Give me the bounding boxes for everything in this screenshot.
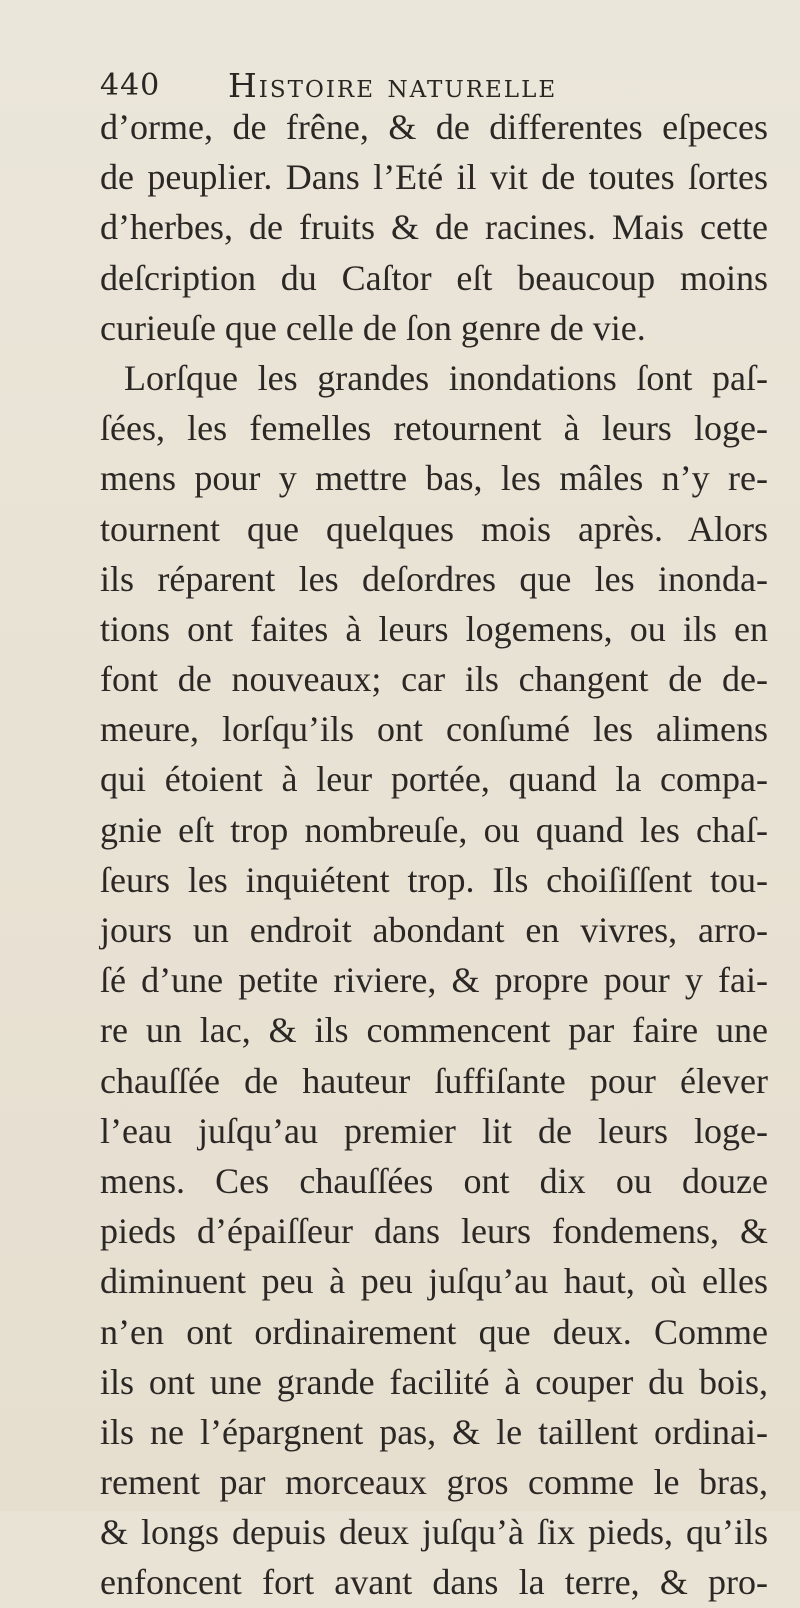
text-line: re un lac, & ils commencent par faire une <box>100 1010 768 1051</box>
text-line: pieds d’épaiſſeur dans leurs fondemens, & <box>100 1211 768 1252</box>
text-line: ſées, les femelles retournent à leurs loge- <box>100 408 768 449</box>
text-line: ils réparent les deſordres que les inonda- <box>100 558 768 599</box>
text-line: ils ont une grande facilité à couper du bois, <box>100 1361 768 1402</box>
text-line: enfoncent fort avant dans la terre, & pro- <box>100 1562 768 1603</box>
text-line: font de nouveaux; car ils changent de de- <box>100 659 768 700</box>
page-header <box>100 60 760 108</box>
text-line: jours un endroit abondant en vivres, arro- <box>100 910 768 950</box>
text-line: diminuent peu à peu juſqu’au haut, où elles <box>100 1261 768 1302</box>
body-text <box>100 102 768 1608</box>
running-title: Histoire naturelle <box>228 66 558 105</box>
text-line: ſé d’une petite riviere, & propre pour y fai- <box>100 960 768 1001</box>
text-line: ils ne l’épargnent pas, & le taillent ordinai- <box>100 1411 768 1452</box>
text-line: ſeurs les inquiétent trop. Ils choiſiſſent tou- <box>100 859 768 900</box>
text-line: qui étoient à leur portée, quand la compa- <box>100 759 768 800</box>
text-line: curieuſe que celle de ſon genre de vie. <box>100 307 646 348</box>
text-line: chauſſée de hauteur ſuffiſante pour élever <box>100 1060 768 1101</box>
text-line: rement par morceaux gros comme le bras, <box>100 1462 768 1503</box>
text-line: d’orme, de frêne, & de differentes eſpeces <box>100 107 768 147</box>
text-line: tions ont faites à leurs logemens, ou ils en <box>100 608 768 649</box>
text-line: meure, lorſqu’ils ont conſumé les alimens <box>100 709 768 750</box>
text-line: gnie eſt trop nombreuſe, ou quand les chaſ- <box>100 809 768 850</box>
text-line: d’herbes, de fruits & de racines. Mais cette <box>100 207 768 248</box>
text-line: de peuplier. Dans l’Eté il vit de toutes ſortes <box>100 157 768 198</box>
text-line: Lorſque les grandes inondations ſont paſ- <box>124 357 768 398</box>
text-line: n’en ont ordinairement que deux. Comme <box>100 1311 768 1352</box>
text-line: l’eau juſqu’au premier lit de leurs loge- <box>100 1110 768 1151</box>
text-line: & longs depuis deux juſqu’à ſix pieds, qu’ils <box>100 1512 768 1553</box>
text-line: mens. Ces chauſſées ont dix ou douze <box>100 1160 768 1201</box>
text-line: deſcription du Caſtor eſt beaucoup moins <box>100 257 768 298</box>
text-line: mens pour y mettre bas, les mâles n’y re- <box>100 458 768 499</box>
page-number: 440 <box>100 68 161 103</box>
text-line: tournent que quelques mois après. Alors <box>100 508 768 549</box>
